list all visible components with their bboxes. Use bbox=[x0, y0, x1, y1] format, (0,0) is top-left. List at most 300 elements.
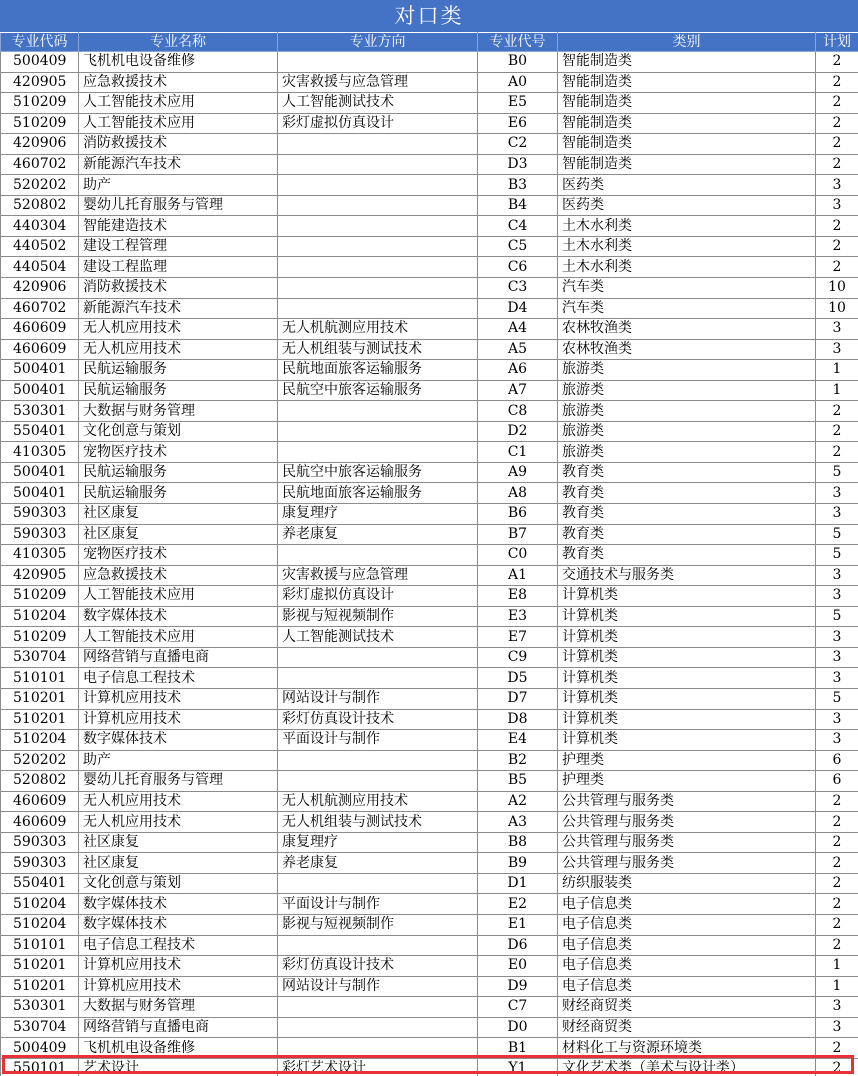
major-name-cell[interactable]: 民航运输服务 bbox=[79, 360, 278, 381]
major-id-cell[interactable]: E4 bbox=[478, 730, 558, 751]
major-name-cell[interactable]: 建设工程管理 bbox=[79, 236, 278, 257]
major-code-cell[interactable]: 510204 bbox=[1, 914, 79, 935]
major-id-cell[interactable]: B3 bbox=[478, 175, 558, 196]
category-cell[interactable]: 智能制造类 bbox=[558, 154, 816, 175]
plan-cell[interactable]: 10 bbox=[816, 298, 858, 319]
major-code-cell[interactable]: 590303 bbox=[1, 504, 79, 525]
category-cell[interactable]: 公共管理与服务类 bbox=[558, 812, 816, 833]
major-name-cell[interactable]: 人工智能技术应用 bbox=[79, 627, 278, 648]
major-direction-cell[interactable] bbox=[278, 873, 478, 894]
major-id-cell[interactable]: Y1 bbox=[478, 1058, 558, 1076]
major-code-cell[interactable]: 460609 bbox=[1, 812, 79, 833]
plan-cell[interactable]: 2 bbox=[816, 791, 858, 812]
major-name-cell[interactable]: 文化创意与策划 bbox=[79, 421, 278, 442]
category-cell[interactable]: 计算机类 bbox=[558, 586, 816, 607]
category-cell[interactable]: 医药类 bbox=[558, 175, 816, 196]
major-code-cell[interactable]: 530704 bbox=[1, 647, 79, 668]
category-cell[interactable]: 电子信息类 bbox=[558, 894, 816, 915]
header-major-name[interactable]: 专业名称 bbox=[79, 33, 278, 52]
plan-cell[interactable]: 3 bbox=[816, 339, 858, 360]
plan-cell[interactable]: 2 bbox=[816, 93, 858, 114]
major-code-cell[interactable]: 500409 bbox=[1, 1038, 79, 1059]
major-id-cell[interactable]: A8 bbox=[478, 483, 558, 504]
major-direction-cell[interactable]: 彩灯艺术设计 bbox=[278, 1058, 478, 1076]
category-cell[interactable]: 护理类 bbox=[558, 771, 816, 792]
major-id-cell[interactable]: A6 bbox=[478, 360, 558, 381]
plan-cell[interactable]: 2 bbox=[816, 421, 858, 442]
plan-cell[interactable]: 2 bbox=[816, 154, 858, 175]
category-cell[interactable]: 计算机类 bbox=[558, 647, 816, 668]
major-name-cell[interactable]: 助产 bbox=[79, 175, 278, 196]
major-direction-cell[interactable]: 网站设计与制作 bbox=[278, 976, 478, 997]
category-cell[interactable]: 智能制造类 bbox=[558, 52, 816, 73]
plan-cell[interactable]: 6 bbox=[816, 771, 858, 792]
plan-cell[interactable]: 2 bbox=[816, 1058, 858, 1076]
major-name-cell[interactable]: 人工智能技术应用 bbox=[79, 93, 278, 114]
plan-cell[interactable]: 3 bbox=[816, 730, 858, 751]
plan-cell[interactable]: 2 bbox=[816, 442, 858, 463]
major-name-cell[interactable]: 网络营销与直播电商 bbox=[79, 1017, 278, 1038]
major-direction-cell[interactable] bbox=[278, 935, 478, 956]
category-cell[interactable]: 文化艺术类（美术与设计类） bbox=[558, 1058, 816, 1076]
category-cell[interactable]: 旅游类 bbox=[558, 421, 816, 442]
major-id-cell[interactable]: E8 bbox=[478, 586, 558, 607]
plan-cell[interactable]: 3 bbox=[816, 565, 858, 586]
header-major-id[interactable]: 专业代号 bbox=[478, 33, 558, 52]
plan-cell[interactable]: 3 bbox=[816, 709, 858, 730]
major-direction-cell[interactable]: 康复理疗 bbox=[278, 832, 478, 853]
major-name-cell[interactable]: 电子信息工程技术 bbox=[79, 935, 278, 956]
plan-cell[interactable]: 2 bbox=[816, 52, 858, 73]
major-direction-cell[interactable] bbox=[278, 298, 478, 319]
major-name-cell[interactable]: 计算机应用技术 bbox=[79, 976, 278, 997]
major-direction-cell[interactable]: 人工智能测试技术 bbox=[278, 627, 478, 648]
major-name-cell[interactable]: 人工智能技术应用 bbox=[79, 113, 278, 134]
plan-cell[interactable]: 2 bbox=[816, 134, 858, 155]
major-code-cell[interactable]: 590303 bbox=[1, 524, 79, 545]
major-name-cell[interactable]: 计算机应用技术 bbox=[79, 688, 278, 709]
major-code-cell[interactable]: 510101 bbox=[1, 935, 79, 956]
plan-cell[interactable]: 2 bbox=[816, 894, 858, 915]
major-direction-cell[interactable]: 养老康复 bbox=[278, 524, 478, 545]
major-id-cell[interactable]: E0 bbox=[478, 956, 558, 977]
major-code-cell[interactable]: 420905 bbox=[1, 72, 79, 93]
major-id-cell[interactable]: D8 bbox=[478, 709, 558, 730]
major-name-cell[interactable]: 新能源汽车技术 bbox=[79, 298, 278, 319]
major-id-cell[interactable]: C6 bbox=[478, 257, 558, 278]
major-name-cell[interactable]: 飞机机电设备维修 bbox=[79, 1038, 278, 1059]
category-cell[interactable]: 护理类 bbox=[558, 750, 816, 771]
plan-cell[interactable]: 3 bbox=[816, 997, 858, 1018]
major-name-cell[interactable]: 飞机机电设备维修 bbox=[79, 52, 278, 73]
major-code-cell[interactable]: 530301 bbox=[1, 401, 79, 422]
major-name-cell[interactable]: 数字媒体技术 bbox=[79, 606, 278, 627]
major-direction-cell[interactable] bbox=[278, 401, 478, 422]
category-cell[interactable]: 电子信息类 bbox=[558, 976, 816, 997]
major-id-cell[interactable]: C1 bbox=[478, 442, 558, 463]
category-cell[interactable]: 财经商贸类 bbox=[558, 997, 816, 1018]
major-name-cell[interactable]: 计算机应用技术 bbox=[79, 956, 278, 977]
major-name-cell[interactable]: 建设工程监理 bbox=[79, 257, 278, 278]
category-cell[interactable]: 公共管理与服务类 bbox=[558, 853, 816, 874]
plan-cell[interactable]: 3 bbox=[816, 504, 858, 525]
major-code-cell[interactable]: 510204 bbox=[1, 730, 79, 751]
category-cell[interactable]: 财经商贸类 bbox=[558, 1017, 816, 1038]
major-code-cell[interactable]: 520802 bbox=[1, 195, 79, 216]
major-code-cell[interactable]: 410305 bbox=[1, 442, 79, 463]
major-id-cell[interactable]: D4 bbox=[478, 298, 558, 319]
major-name-cell[interactable]: 数字媒体技术 bbox=[79, 894, 278, 915]
major-code-cell[interactable]: 460609 bbox=[1, 791, 79, 812]
major-code-cell[interactable]: 500409 bbox=[1, 52, 79, 73]
major-id-cell[interactable]: D0 bbox=[478, 1017, 558, 1038]
plan-cell[interactable]: 1 bbox=[816, 360, 858, 381]
category-cell[interactable]: 旅游类 bbox=[558, 401, 816, 422]
major-id-cell[interactable]: B9 bbox=[478, 853, 558, 874]
plan-cell[interactable]: 1 bbox=[816, 976, 858, 997]
major-id-cell[interactable]: A7 bbox=[478, 380, 558, 401]
major-direction-cell[interactable]: 平面设计与制作 bbox=[278, 730, 478, 751]
plan-cell[interactable]: 3 bbox=[816, 1017, 858, 1038]
major-id-cell[interactable]: B7 bbox=[478, 524, 558, 545]
category-cell[interactable]: 旅游类 bbox=[558, 360, 816, 381]
category-cell[interactable]: 智能制造类 bbox=[558, 113, 816, 134]
major-name-cell[interactable]: 新能源汽车技术 bbox=[79, 154, 278, 175]
major-id-cell[interactable]: B8 bbox=[478, 832, 558, 853]
major-id-cell[interactable]: E1 bbox=[478, 914, 558, 935]
major-code-cell[interactable]: 510201 bbox=[1, 709, 79, 730]
major-id-cell[interactable]: C5 bbox=[478, 236, 558, 257]
major-id-cell[interactable]: A2 bbox=[478, 791, 558, 812]
category-cell[interactable]: 汽车类 bbox=[558, 278, 816, 299]
major-code-cell[interactable]: 420906 bbox=[1, 134, 79, 155]
category-cell[interactable]: 纺织服装类 bbox=[558, 873, 816, 894]
major-id-cell[interactable]: D6 bbox=[478, 935, 558, 956]
major-name-cell[interactable]: 无人机应用技术 bbox=[79, 791, 278, 812]
plan-cell[interactable]: 3 bbox=[816, 195, 858, 216]
major-id-cell[interactable]: A5 bbox=[478, 339, 558, 360]
plan-cell[interactable]: 2 bbox=[816, 832, 858, 853]
major-direction-cell[interactable]: 无人机组装与测试技术 bbox=[278, 339, 478, 360]
plan-cell[interactable]: 5 bbox=[816, 524, 858, 545]
category-cell[interactable]: 计算机类 bbox=[558, 627, 816, 648]
plan-cell[interactable]: 3 bbox=[816, 627, 858, 648]
major-name-cell[interactable]: 艺术设计 bbox=[79, 1058, 278, 1076]
major-id-cell[interactable]: E5 bbox=[478, 93, 558, 114]
major-direction-cell[interactable]: 民航地面旅客运输服务 bbox=[278, 360, 478, 381]
major-direction-cell[interactable]: 彩灯虚拟仿真设计 bbox=[278, 586, 478, 607]
major-name-cell[interactable]: 无人机应用技术 bbox=[79, 319, 278, 340]
plan-cell[interactable]: 3 bbox=[816, 175, 858, 196]
major-code-cell[interactable]: 520202 bbox=[1, 750, 79, 771]
major-code-cell[interactable]: 440502 bbox=[1, 236, 79, 257]
major-code-cell[interactable]: 510201 bbox=[1, 688, 79, 709]
major-direction-cell[interactable] bbox=[278, 257, 478, 278]
plan-cell[interactable]: 2 bbox=[816, 236, 858, 257]
major-id-cell[interactable]: D7 bbox=[478, 688, 558, 709]
major-code-cell[interactable]: 440304 bbox=[1, 216, 79, 237]
major-name-cell[interactable]: 应急救援技术 bbox=[79, 72, 278, 93]
major-code-cell[interactable]: 510209 bbox=[1, 586, 79, 607]
major-direction-cell[interactable] bbox=[278, 997, 478, 1018]
category-cell[interactable]: 计算机类 bbox=[558, 709, 816, 730]
major-id-cell[interactable]: C8 bbox=[478, 401, 558, 422]
major-direction-cell[interactable]: 养老康复 bbox=[278, 853, 478, 874]
category-cell[interactable]: 教育类 bbox=[558, 483, 816, 504]
plan-cell[interactable]: 2 bbox=[816, 1038, 858, 1059]
major-code-cell[interactable]: 520802 bbox=[1, 771, 79, 792]
major-name-cell[interactable]: 民航运输服务 bbox=[79, 462, 278, 483]
major-code-cell[interactable]: 500401 bbox=[1, 462, 79, 483]
plan-cell[interactable]: 2 bbox=[816, 72, 858, 93]
major-direction-cell[interactable] bbox=[278, 1038, 478, 1059]
plan-cell[interactable]: 2 bbox=[816, 873, 858, 894]
major-code-cell[interactable]: 510101 bbox=[1, 668, 79, 689]
plan-cell[interactable]: 3 bbox=[816, 483, 858, 504]
category-cell[interactable]: 计算机类 bbox=[558, 668, 816, 689]
major-code-cell[interactable]: 550101 bbox=[1, 1058, 79, 1076]
plan-cell[interactable]: 5 bbox=[816, 462, 858, 483]
major-name-cell[interactable]: 文化创意与策划 bbox=[79, 873, 278, 894]
major-direction-cell[interactable]: 民航空中旅客运输服务 bbox=[278, 380, 478, 401]
major-id-cell[interactable]: C7 bbox=[478, 997, 558, 1018]
major-id-cell[interactable]: A4 bbox=[478, 319, 558, 340]
major-code-cell[interactable]: 440504 bbox=[1, 257, 79, 278]
major-code-cell[interactable]: 510201 bbox=[1, 976, 79, 997]
major-name-cell[interactable]: 大数据与财务管理 bbox=[79, 401, 278, 422]
major-code-cell[interactable]: 510204 bbox=[1, 894, 79, 915]
major-id-cell[interactable]: B1 bbox=[478, 1038, 558, 1059]
plan-cell[interactable]: 2 bbox=[816, 257, 858, 278]
major-direction-cell[interactable] bbox=[278, 278, 478, 299]
major-direction-cell[interactable]: 无人机航测应用技术 bbox=[278, 319, 478, 340]
category-cell[interactable]: 计算机类 bbox=[558, 606, 816, 627]
category-cell[interactable]: 教育类 bbox=[558, 462, 816, 483]
major-id-cell[interactable]: C9 bbox=[478, 647, 558, 668]
header-category[interactable]: 类别 bbox=[558, 33, 816, 52]
major-name-cell[interactable]: 无人机应用技术 bbox=[79, 339, 278, 360]
major-direction-cell[interactable] bbox=[278, 668, 478, 689]
category-cell[interactable]: 智能制造类 bbox=[558, 72, 816, 93]
major-id-cell[interactable]: A9 bbox=[478, 462, 558, 483]
major-name-cell[interactable]: 民航运输服务 bbox=[79, 380, 278, 401]
plan-cell[interactable]: 3 bbox=[816, 586, 858, 607]
major-id-cell[interactable]: D5 bbox=[478, 668, 558, 689]
plan-cell[interactable]: 2 bbox=[816, 216, 858, 237]
category-cell[interactable]: 教育类 bbox=[558, 524, 816, 545]
major-direction-cell[interactable] bbox=[278, 52, 478, 73]
major-code-cell[interactable]: 410305 bbox=[1, 545, 79, 566]
major-id-cell[interactable]: A1 bbox=[478, 565, 558, 586]
major-direction-cell[interactable] bbox=[278, 545, 478, 566]
category-cell[interactable]: 旅游类 bbox=[558, 380, 816, 401]
major-name-cell[interactable]: 婴幼儿托育服务与管理 bbox=[79, 195, 278, 216]
major-code-cell[interactable]: 550401 bbox=[1, 421, 79, 442]
major-direction-cell[interactable]: 彩灯仿真设计技术 bbox=[278, 709, 478, 730]
major-direction-cell[interactable]: 民航空中旅客运输服务 bbox=[278, 462, 478, 483]
major-direction-cell[interactable] bbox=[278, 154, 478, 175]
major-direction-cell[interactable]: 彩灯仿真设计技术 bbox=[278, 956, 478, 977]
major-direction-cell[interactable] bbox=[278, 442, 478, 463]
plan-cell[interactable]: 2 bbox=[816, 401, 858, 422]
major-direction-cell[interactable]: 康复理疗 bbox=[278, 504, 478, 525]
major-direction-cell[interactable] bbox=[278, 195, 478, 216]
major-name-cell[interactable]: 社区康复 bbox=[79, 504, 278, 525]
plan-cell[interactable]: 5 bbox=[816, 606, 858, 627]
major-name-cell[interactable]: 电子信息工程技术 bbox=[79, 668, 278, 689]
major-id-cell[interactable]: C2 bbox=[478, 134, 558, 155]
plan-cell[interactable]: 3 bbox=[816, 668, 858, 689]
category-cell[interactable]: 教育类 bbox=[558, 545, 816, 566]
plan-cell[interactable]: 6 bbox=[816, 750, 858, 771]
major-direction-cell[interactable] bbox=[278, 236, 478, 257]
major-direction-cell[interactable] bbox=[278, 750, 478, 771]
major-direction-cell[interactable]: 民航地面旅客运输服务 bbox=[278, 483, 478, 504]
major-code-cell[interactable]: 460609 bbox=[1, 319, 79, 340]
major-direction-cell[interactable]: 彩灯虚拟仿真设计 bbox=[278, 113, 478, 134]
category-cell[interactable]: 智能制造类 bbox=[558, 134, 816, 155]
major-direction-cell[interactable]: 无人机航测应用技术 bbox=[278, 791, 478, 812]
major-id-cell[interactable]: D1 bbox=[478, 873, 558, 894]
category-cell[interactable]: 公共管理与服务类 bbox=[558, 791, 816, 812]
major-name-cell[interactable]: 助产 bbox=[79, 750, 278, 771]
major-code-cell[interactable]: 500401 bbox=[1, 360, 79, 381]
major-id-cell[interactable]: D3 bbox=[478, 154, 558, 175]
major-direction-cell[interactable]: 无人机组装与测试技术 bbox=[278, 812, 478, 833]
plan-cell[interactable]: 10 bbox=[816, 278, 858, 299]
major-name-cell[interactable]: 宠物医疗技术 bbox=[79, 442, 278, 463]
major-code-cell[interactable]: 500401 bbox=[1, 483, 79, 504]
header-plan[interactable]: 计划 bbox=[816, 33, 858, 52]
major-name-cell[interactable]: 社区康复 bbox=[79, 832, 278, 853]
major-id-cell[interactable]: E3 bbox=[478, 606, 558, 627]
major-name-cell[interactable]: 无人机应用技术 bbox=[79, 812, 278, 833]
major-code-cell[interactable]: 460702 bbox=[1, 154, 79, 175]
major-direction-cell[interactable] bbox=[278, 1017, 478, 1038]
major-name-cell[interactable]: 数字媒体技术 bbox=[79, 914, 278, 935]
major-code-cell[interactable]: 530301 bbox=[1, 997, 79, 1018]
category-cell[interactable]: 农林牧渔类 bbox=[558, 319, 816, 340]
major-code-cell[interactable]: 510204 bbox=[1, 606, 79, 627]
major-direction-cell[interactable]: 灾害救援与应急管理 bbox=[278, 565, 478, 586]
category-cell[interactable]: 土木水利类 bbox=[558, 236, 816, 257]
header-major-direction[interactable]: 专业方向 bbox=[278, 33, 478, 52]
plan-cell[interactable]: 1 bbox=[816, 956, 858, 977]
major-code-cell[interactable]: 510201 bbox=[1, 956, 79, 977]
category-cell[interactable]: 计算机类 bbox=[558, 730, 816, 751]
major-name-cell[interactable]: 宠物医疗技术 bbox=[79, 545, 278, 566]
major-code-cell[interactable]: 530704 bbox=[1, 1017, 79, 1038]
plan-cell[interactable]: 3 bbox=[816, 647, 858, 668]
major-id-cell[interactable]: B5 bbox=[478, 771, 558, 792]
major-direction-cell[interactable] bbox=[278, 175, 478, 196]
major-name-cell[interactable]: 民航运输服务 bbox=[79, 483, 278, 504]
category-cell[interactable]: 教育类 bbox=[558, 504, 816, 525]
major-id-cell[interactable]: C0 bbox=[478, 545, 558, 566]
major-id-cell[interactable]: C4 bbox=[478, 216, 558, 237]
major-id-cell[interactable]: D2 bbox=[478, 421, 558, 442]
plan-cell[interactable]: 2 bbox=[816, 935, 858, 956]
major-name-cell[interactable]: 消防救援技术 bbox=[79, 278, 278, 299]
major-code-cell[interactable]: 510209 bbox=[1, 113, 79, 134]
plan-cell[interactable]: 2 bbox=[816, 914, 858, 935]
plan-cell[interactable]: 2 bbox=[816, 113, 858, 134]
category-cell[interactable]: 土木水利类 bbox=[558, 216, 816, 237]
major-name-cell[interactable]: 婴幼儿托育服务与管理 bbox=[79, 771, 278, 792]
major-code-cell[interactable]: 510209 bbox=[1, 93, 79, 114]
major-code-cell[interactable]: 590303 bbox=[1, 832, 79, 853]
category-cell[interactable]: 计算机类 bbox=[558, 688, 816, 709]
category-cell[interactable]: 汽车类 bbox=[558, 298, 816, 319]
category-cell[interactable]: 材料化工与资源环境类 bbox=[558, 1038, 816, 1059]
major-id-cell[interactable]: B4 bbox=[478, 195, 558, 216]
major-id-cell[interactable]: E6 bbox=[478, 113, 558, 134]
major-direction-cell[interactable]: 网站设计与制作 bbox=[278, 688, 478, 709]
major-code-cell[interactable]: 460702 bbox=[1, 298, 79, 319]
plan-cell[interactable]: 2 bbox=[816, 812, 858, 833]
major-code-cell[interactable]: 590303 bbox=[1, 853, 79, 874]
major-code-cell[interactable]: 500401 bbox=[1, 380, 79, 401]
category-cell[interactable]: 电子信息类 bbox=[558, 914, 816, 935]
plan-cell[interactable]: 3 bbox=[816, 319, 858, 340]
major-name-cell[interactable]: 计算机应用技术 bbox=[79, 709, 278, 730]
plan-cell[interactable]: 5 bbox=[816, 545, 858, 566]
category-cell[interactable]: 旅游类 bbox=[558, 442, 816, 463]
major-code-cell[interactable]: 420905 bbox=[1, 565, 79, 586]
major-id-cell[interactable]: E7 bbox=[478, 627, 558, 648]
major-direction-cell[interactable] bbox=[278, 647, 478, 668]
major-direction-cell[interactable]: 影视与短视频制作 bbox=[278, 914, 478, 935]
category-cell[interactable]: 电子信息类 bbox=[558, 935, 816, 956]
category-cell[interactable]: 公共管理与服务类 bbox=[558, 832, 816, 853]
plan-cell[interactable]: 2 bbox=[816, 853, 858, 874]
major-code-cell[interactable]: 550401 bbox=[1, 873, 79, 894]
major-direction-cell[interactable] bbox=[278, 216, 478, 237]
major-name-cell[interactable]: 人工智能技术应用 bbox=[79, 586, 278, 607]
plan-cell[interactable]: 5 bbox=[816, 688, 858, 709]
category-cell[interactable]: 医药类 bbox=[558, 195, 816, 216]
category-cell[interactable]: 智能制造类 bbox=[558, 93, 816, 114]
major-direction-cell[interactable]: 人工智能测试技术 bbox=[278, 93, 478, 114]
major-code-cell[interactable]: 460609 bbox=[1, 339, 79, 360]
major-id-cell[interactable]: A3 bbox=[478, 812, 558, 833]
major-direction-cell[interactable] bbox=[278, 134, 478, 155]
category-cell[interactable]: 电子信息类 bbox=[558, 956, 816, 977]
major-id-cell[interactable]: C3 bbox=[478, 278, 558, 299]
major-id-cell[interactable]: D9 bbox=[478, 976, 558, 997]
major-id-cell[interactable]: E2 bbox=[478, 894, 558, 915]
major-direction-cell[interactable]: 灾害救援与应急管理 bbox=[278, 72, 478, 93]
major-name-cell[interactable]: 智能建造技术 bbox=[79, 216, 278, 237]
major-name-cell[interactable]: 应急救援技术 bbox=[79, 565, 278, 586]
major-name-cell[interactable]: 大数据与财务管理 bbox=[79, 997, 278, 1018]
major-id-cell[interactable]: A0 bbox=[478, 72, 558, 93]
major-name-cell[interactable]: 网络营销与直播电商 bbox=[79, 647, 278, 668]
major-name-cell[interactable]: 数字媒体技术 bbox=[79, 730, 278, 751]
major-id-cell[interactable]: B2 bbox=[478, 750, 558, 771]
major-direction-cell[interactable] bbox=[278, 421, 478, 442]
major-name-cell[interactable]: 消防救援技术 bbox=[79, 134, 278, 155]
plan-cell[interactable]: 1 bbox=[816, 380, 858, 401]
header-major-code[interactable]: 专业代码 bbox=[1, 33, 79, 52]
major-direction-cell[interactable]: 平面设计与制作 bbox=[278, 894, 478, 915]
major-code-cell[interactable]: 420906 bbox=[1, 278, 79, 299]
major-direction-cell[interactable] bbox=[278, 771, 478, 792]
major-code-cell[interactable]: 510209 bbox=[1, 627, 79, 648]
major-name-cell[interactable]: 社区康复 bbox=[79, 853, 278, 874]
major-name-cell[interactable]: 社区康复 bbox=[79, 524, 278, 545]
major-direction-cell[interactable]: 影视与短视频制作 bbox=[278, 606, 478, 627]
